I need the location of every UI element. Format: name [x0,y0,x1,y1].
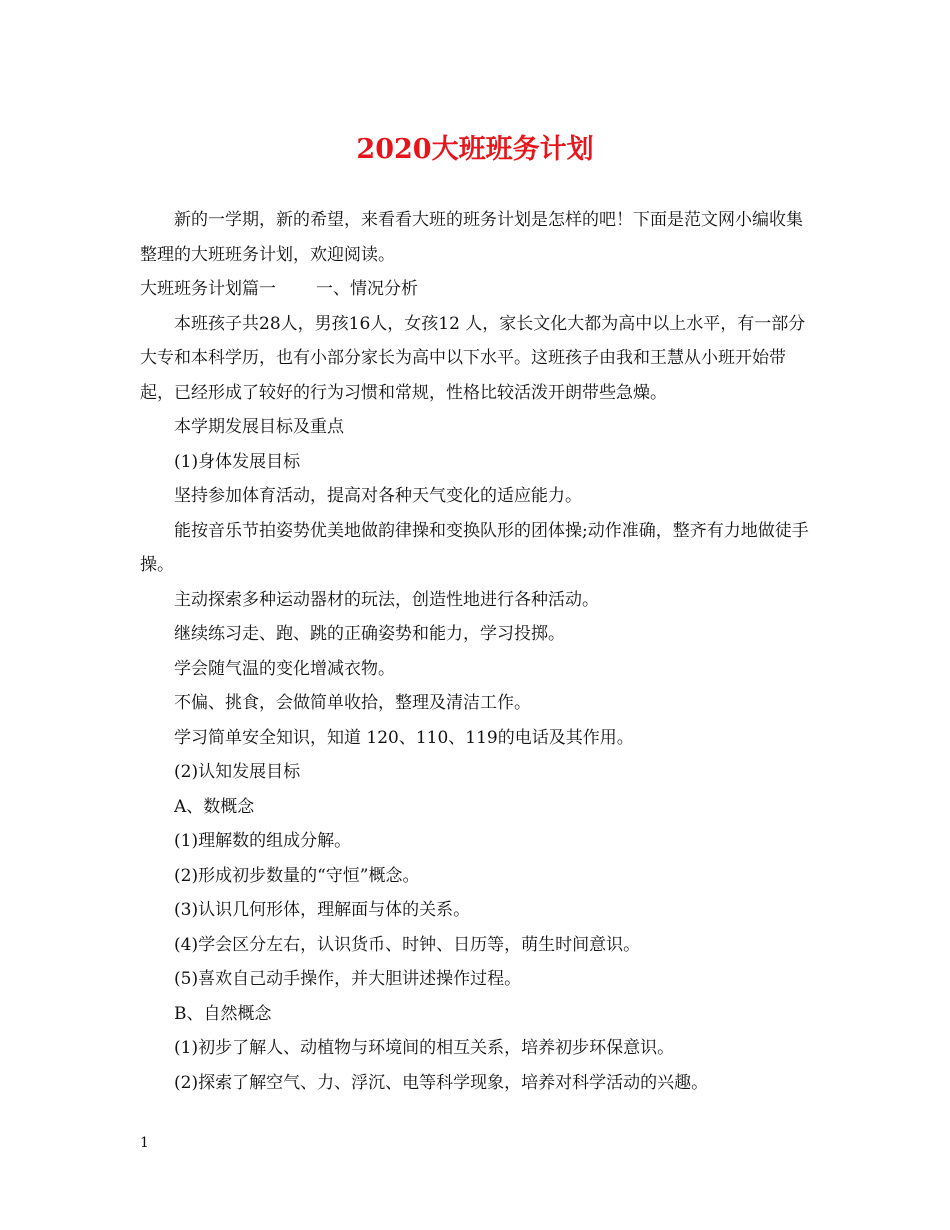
paragraph-intro: 新的一学期，新的希望，来看看大班的班务计划是怎样的吧！下面是范文网小编收集整理的大班班务计划，欢迎阅读。 [140,210,803,265]
paragraph-nature-2: (2)探索了解空气、力、浮沉、电等科学现象，培养对科学活动的兴趣。 [174,1072,709,1093]
paragraph-nature-1: (1)初步了解人、动植物与环境间的相互关系，培养初步环保意识。 [174,1038,675,1058]
paragraph-goals-heading: 本学期发展目标及重点 [174,417,344,437]
paragraph-physical-3: 主动探索多种运动器材的玩法，创造性地进行各种活动。 [174,589,599,610]
paragraph-number-2: (2)形成初步数量的“守恒”概念。 [174,865,420,886]
paragraph-physical-5: 学会随气温的变化增减衣物。 [174,658,395,679]
paragraph-physical-4: 继续练习走、跑、跳的正确姿势和能力，学习投掷。 [174,624,565,644]
paragraph-number-4: (4)学会区分左右，认识货币、时钟、日历等，萌生时间意识。 [174,934,641,955]
paragraph-physical-2: 能按音乐节拍姿势优美地做韵律操和变换队形的团体操;动作准确，整齐有力地做徒手操。 [140,520,809,575]
paragraph-physical-heading: (1)身体发展目标 [174,451,301,472]
page-number: 1 [140,1135,149,1151]
paragraph-number-5: (5)喜欢自己动手操作，并大胆讲述操作过程。 [174,969,522,989]
section-heading-subtitle: 一、情况分析 [316,279,418,299]
paragraph-number-3: (3)认识几何形体，理解面与体的关系。 [174,900,471,920]
paragraph-physical-7: 学习简单安全知识，知道 120、110、119的电话及其作用。 [174,727,634,748]
document-body [140,203,815,1100]
paragraph-number-concept: A、数概念 [174,796,255,817]
paragraph-situation: 本班孩子共28人，男孩16人，女孩12 人，家长文化大都为高中以上水平，有一部分大专和本科学历，也有小部分家长为高中以下水平。这班孩子由我和王慧从小班开始带起，已经形成了较好的行为习惯和常规，性格比较活泼开朗带些急燥。 [140,313,806,403]
paragraph-physical-6: 不偏、挑食，会做简单收拾，整理及清洁工作。 [174,693,531,713]
paragraph-nature-concept: B、自然概念 [174,1003,272,1024]
paragraph-number-1: (1)理解数的组成分解。 [174,831,352,851]
paragraph-cognitive-heading: (2)认知发展目标 [174,762,301,782]
paragraph-physical-1: 坚持参加体育活动，提高对各种天气变化的适应能力。 [174,486,582,506]
document-title: 2020大班班务计划 [356,134,594,165]
section-heading-title: 大班班务计划篇一 [140,279,276,299]
section-heading [140,272,815,307]
